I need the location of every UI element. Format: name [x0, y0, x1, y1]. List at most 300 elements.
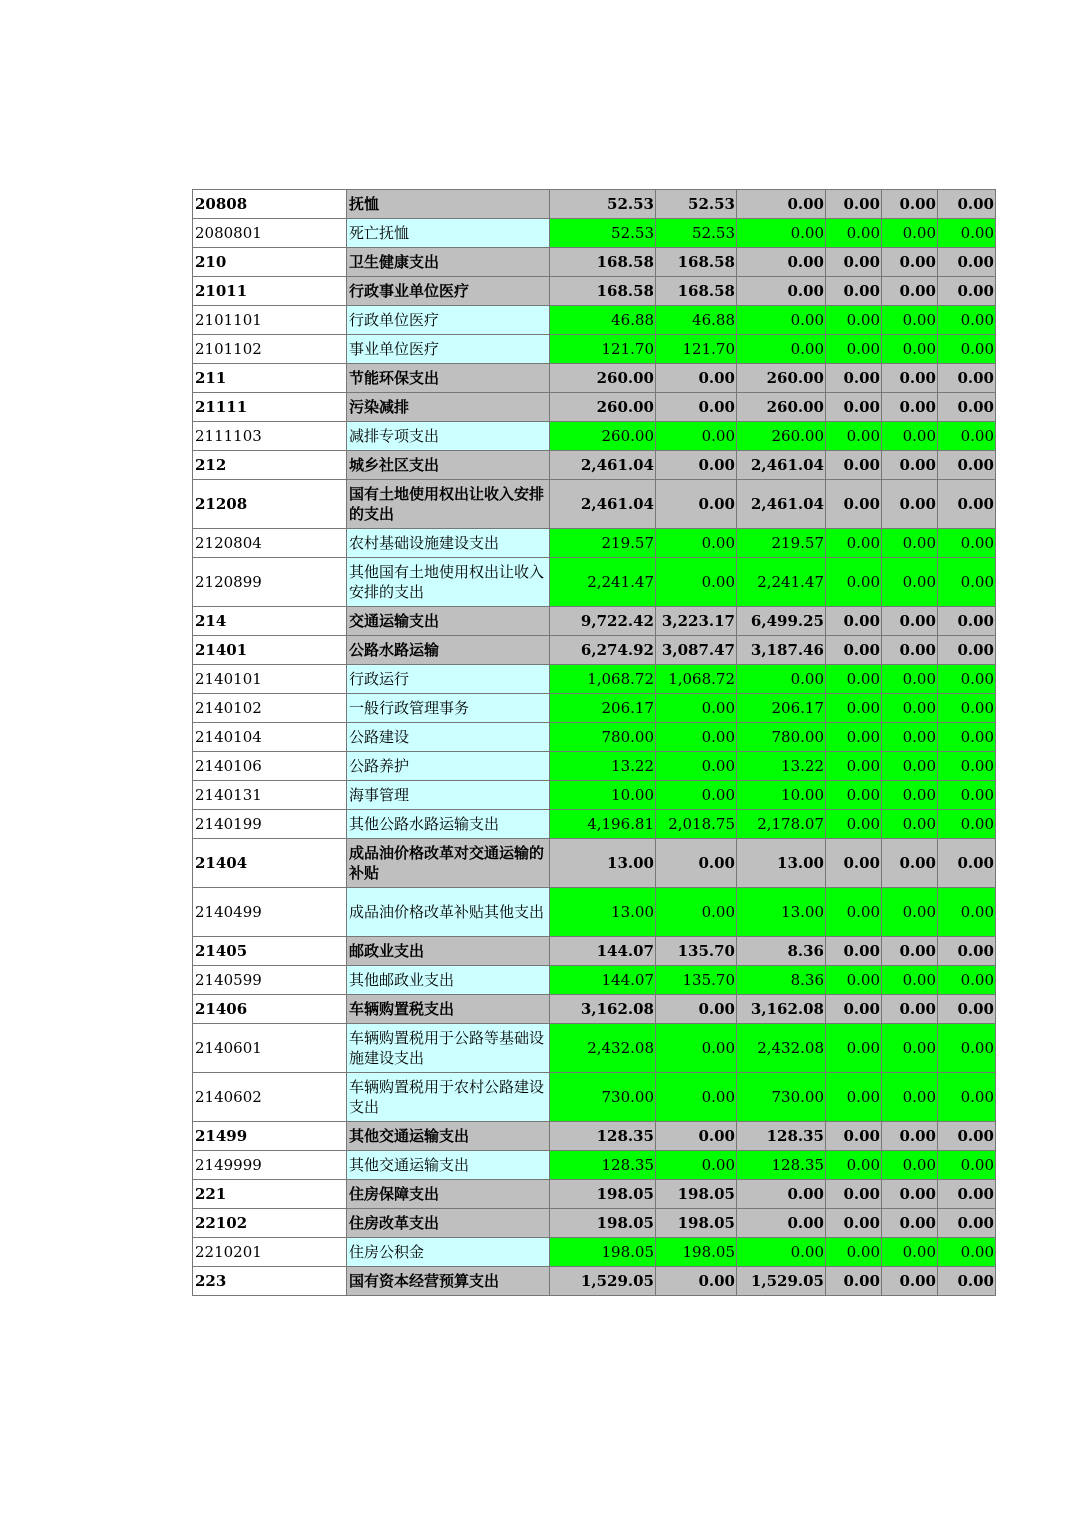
row-name: 海事管理: [347, 781, 550, 810]
amount-cell: 0.00: [882, 335, 938, 364]
row-name: 行政事业单位医疗: [347, 277, 550, 306]
amount-cell: 4,196.81: [550, 810, 656, 839]
row-code: 214: [193, 607, 347, 636]
amount-cell: 3,223.17: [656, 607, 737, 636]
amount-cell: 0.00: [938, 810, 996, 839]
amount-cell: 0.00: [737, 1238, 826, 1267]
row-code: 2111103: [193, 422, 347, 451]
amount-cell: 0.00: [737, 248, 826, 277]
row-name: 行政单位医疗: [347, 306, 550, 335]
category-row: [193, 995, 996, 1024]
row-code: 210: [193, 248, 347, 277]
amount-cell: 0.00: [882, 723, 938, 752]
row-code: 2101102: [193, 335, 347, 364]
amount-cell: 2,241.47: [550, 558, 656, 607]
amount-cell: 0.00: [938, 480, 996, 529]
amount-cell: 0.00: [826, 1073, 882, 1122]
amount-cell: 0.00: [882, 248, 938, 277]
amount-cell: 8.36: [737, 966, 826, 995]
row-code: 2120899: [193, 558, 347, 607]
item-row: [193, 888, 996, 937]
amount-cell: 13.22: [550, 752, 656, 781]
amount-cell: 730.00: [550, 1073, 656, 1122]
amount-cell: 0.00: [737, 219, 826, 248]
amount-cell: 0.00: [826, 888, 882, 937]
category-row: [193, 1209, 996, 1238]
row-name: 国有资本经营预算支出: [347, 1267, 550, 1296]
amount-cell: 52.53: [550, 219, 656, 248]
amount-cell: 0.00: [826, 781, 882, 810]
amount-cell: 0.00: [938, 1122, 996, 1151]
item-row: [193, 966, 996, 995]
amount-cell: 0.00: [882, 558, 938, 607]
amount-cell: 121.70: [550, 335, 656, 364]
amount-cell: 0.00: [737, 665, 826, 694]
amount-cell: 0.00: [826, 810, 882, 839]
amount-cell: 13.00: [550, 888, 656, 937]
row-code: 2140199: [193, 810, 347, 839]
amount-cell: 730.00: [737, 1073, 826, 1122]
row-name: 节能环保支出: [347, 364, 550, 393]
amount-cell: 0.00: [882, 364, 938, 393]
amount-cell: 780.00: [737, 723, 826, 752]
amount-cell: 13.22: [737, 752, 826, 781]
amount-cell: 0.00: [656, 1151, 737, 1180]
amount-cell: 0.00: [882, 752, 938, 781]
amount-cell: 0.00: [882, 1209, 938, 1238]
item-row: [193, 529, 996, 558]
amount-cell: 260.00: [737, 422, 826, 451]
amount-cell: 0.00: [826, 364, 882, 393]
row-code: 21406: [193, 995, 347, 1024]
amount-cell: 0.00: [938, 558, 996, 607]
row-name: 公路建设: [347, 723, 550, 752]
row-name: 住房改革支出: [347, 1209, 550, 1238]
item-row: [193, 558, 996, 607]
item-row: [193, 781, 996, 810]
category-row: [193, 451, 996, 480]
item-row: [193, 1238, 996, 1267]
row-name: 一般行政管理事务: [347, 694, 550, 723]
amount-cell: 198.05: [656, 1209, 737, 1238]
amount-cell: 0.00: [656, 364, 737, 393]
amount-cell: 0.00: [882, 1073, 938, 1122]
row-code: 211: [193, 364, 347, 393]
amount-cell: 0.00: [826, 219, 882, 248]
row-code: 2080801: [193, 219, 347, 248]
amount-cell: 198.05: [550, 1209, 656, 1238]
category-row: [193, 248, 996, 277]
amount-cell: 0.00: [882, 480, 938, 529]
amount-cell: 0.00: [938, 1209, 996, 1238]
amount-cell: 219.57: [550, 529, 656, 558]
row-name: 城乡社区支出: [347, 451, 550, 480]
amount-cell: 0.00: [938, 306, 996, 335]
amount-cell: 0.00: [826, 190, 882, 219]
amount-cell: 0.00: [656, 888, 737, 937]
amount-cell: 0.00: [938, 937, 996, 966]
amount-cell: 0.00: [882, 966, 938, 995]
amount-cell: 2,461.04: [737, 480, 826, 529]
amount-cell: 1,068.72: [656, 665, 737, 694]
amount-cell: 144.07: [550, 966, 656, 995]
category-row: [193, 636, 996, 665]
row-name: 其他国有土地使用权出让收入安排的支出: [347, 558, 550, 607]
amount-cell: 0.00: [737, 190, 826, 219]
amount-cell: 2,461.04: [737, 451, 826, 480]
item-row: [193, 1073, 996, 1122]
amount-cell: 0.00: [826, 665, 882, 694]
amount-cell: 0.00: [938, 393, 996, 422]
amount-cell: 0.00: [938, 422, 996, 451]
amount-cell: 3,162.08: [550, 995, 656, 1024]
category-row: [193, 1267, 996, 1296]
amount-cell: 0.00: [656, 694, 737, 723]
category-row: [193, 393, 996, 422]
amount-cell: 0.00: [737, 277, 826, 306]
category-row: [193, 937, 996, 966]
amount-cell: 0.00: [656, 558, 737, 607]
row-name: 污染减排: [347, 393, 550, 422]
amount-cell: 260.00: [550, 393, 656, 422]
amount-cell: 2,018.75: [656, 810, 737, 839]
amount-cell: 0.00: [656, 393, 737, 422]
category-row: [193, 607, 996, 636]
row-name: 成品油价格改革补贴其他支出: [347, 888, 550, 937]
amount-cell: 0.00: [938, 529, 996, 558]
amount-cell: 0.00: [826, 277, 882, 306]
amount-cell: 0.00: [882, 636, 938, 665]
amount-cell: 1,068.72: [550, 665, 656, 694]
amount-cell: 0.00: [882, 422, 938, 451]
item-row: [193, 335, 996, 364]
row-code: 2140102: [193, 694, 347, 723]
amount-cell: 8.36: [737, 937, 826, 966]
row-name: 交通运输支出: [347, 607, 550, 636]
row-name: 车辆购置税用于公路等基础设施建设支出: [347, 1024, 550, 1073]
amount-cell: 10.00: [737, 781, 826, 810]
amount-cell: 0.00: [938, 451, 996, 480]
row-code: 2210201: [193, 1238, 347, 1267]
amount-cell: 128.35: [737, 1122, 826, 1151]
amount-cell: 0.00: [656, 752, 737, 781]
amount-cell: 0.00: [882, 937, 938, 966]
amount-cell: 0.00: [882, 1180, 938, 1209]
amount-cell: 2,461.04: [550, 480, 656, 529]
amount-cell: 135.70: [656, 937, 737, 966]
amount-cell: 0.00: [938, 636, 996, 665]
row-name: 减排专项支出: [347, 422, 550, 451]
amount-cell: 0.00: [656, 529, 737, 558]
row-code: 21405: [193, 937, 347, 966]
amount-cell: 46.88: [550, 306, 656, 335]
amount-cell: 0.00: [826, 752, 882, 781]
amount-cell: 0.00: [938, 607, 996, 636]
amount-cell: 780.00: [550, 723, 656, 752]
amount-cell: 0.00: [826, 995, 882, 1024]
row-code: 22102: [193, 1209, 347, 1238]
row-code: 21499: [193, 1122, 347, 1151]
amount-cell: 206.17: [737, 694, 826, 723]
amount-cell: 168.58: [550, 277, 656, 306]
amount-cell: 168.58: [550, 248, 656, 277]
amount-cell: 0.00: [737, 1209, 826, 1238]
amount-cell: 9,722.42: [550, 607, 656, 636]
amount-cell: 0.00: [938, 781, 996, 810]
amount-cell: 0.00: [656, 1122, 737, 1151]
amount-cell: 0.00: [938, 694, 996, 723]
amount-cell: 128.35: [550, 1122, 656, 1151]
amount-cell: 0.00: [656, 723, 737, 752]
row-name: 行政运行: [347, 665, 550, 694]
row-name: 其他公路水路运输支出: [347, 810, 550, 839]
row-code: 21401: [193, 636, 347, 665]
amount-cell: 0.00: [826, 529, 882, 558]
amount-cell: 0.00: [882, 190, 938, 219]
row-code: 2140131: [193, 781, 347, 810]
amount-cell: 121.70: [656, 335, 737, 364]
row-name: 成品油价格改革对交通运输的补贴: [347, 839, 550, 888]
row-code: 20808: [193, 190, 347, 219]
amount-cell: 13.00: [550, 839, 656, 888]
amount-cell: 0.00: [882, 1024, 938, 1073]
amount-cell: 52.53: [656, 219, 737, 248]
amount-cell: 0.00: [938, 665, 996, 694]
amount-cell: 0.00: [938, 219, 996, 248]
row-code: 2140601: [193, 1024, 347, 1073]
item-row: [193, 752, 996, 781]
amount-cell: 260.00: [550, 422, 656, 451]
row-code: 21208: [193, 480, 347, 529]
amount-cell: 1,529.05: [737, 1267, 826, 1296]
item-row: [193, 306, 996, 335]
amount-cell: 0.00: [938, 248, 996, 277]
item-row: [193, 1024, 996, 1073]
amount-cell: 0.00: [938, 723, 996, 752]
amount-cell: 0.00: [656, 995, 737, 1024]
amount-cell: 0.00: [826, 1024, 882, 1073]
amount-cell: 0.00: [882, 393, 938, 422]
row-code: 2140101: [193, 665, 347, 694]
category-row: [193, 839, 996, 888]
amount-cell: 2,178.07: [737, 810, 826, 839]
amount-cell: 0.00: [938, 752, 996, 781]
amount-cell: 260.00: [550, 364, 656, 393]
amount-cell: 0.00: [882, 810, 938, 839]
amount-cell: 3,162.08: [737, 995, 826, 1024]
amount-cell: 6,274.92: [550, 636, 656, 665]
row-name: 死亡抚恤: [347, 219, 550, 248]
amount-cell: 0.00: [826, 723, 882, 752]
row-name: 住房保障支出: [347, 1180, 550, 1209]
amount-cell: 52.53: [550, 190, 656, 219]
amount-cell: 0.00: [826, 451, 882, 480]
category-row: [193, 1122, 996, 1151]
amount-cell: 0.00: [826, 1209, 882, 1238]
amount-cell: 0.00: [938, 1267, 996, 1296]
row-name: 车辆购置税支出: [347, 995, 550, 1024]
row-code: 212: [193, 451, 347, 480]
amount-cell: 0.00: [938, 277, 996, 306]
amount-cell: 0.00: [938, 1238, 996, 1267]
amount-cell: 0.00: [882, 1122, 938, 1151]
amount-cell: 2,241.47: [737, 558, 826, 607]
amount-cell: 168.58: [656, 248, 737, 277]
amount-cell: 0.00: [826, 1151, 882, 1180]
amount-cell: 0.00: [938, 335, 996, 364]
amount-cell: 0.00: [882, 219, 938, 248]
row-name: 抚恤: [347, 190, 550, 219]
amount-cell: 0.00: [826, 335, 882, 364]
amount-cell: 128.35: [737, 1151, 826, 1180]
amount-cell: 198.05: [656, 1180, 737, 1209]
amount-cell: 0.00: [938, 364, 996, 393]
amount-cell: 0.00: [656, 781, 737, 810]
item-row: [193, 422, 996, 451]
amount-cell: 0.00: [826, 480, 882, 529]
amount-cell: 0.00: [882, 995, 938, 1024]
row-code: 2140106: [193, 752, 347, 781]
amount-cell: 0.00: [656, 451, 737, 480]
row-name: 公路水路运输: [347, 636, 550, 665]
amount-cell: 0.00: [826, 1267, 882, 1296]
item-row: [193, 665, 996, 694]
amount-cell: 52.53: [656, 190, 737, 219]
row-code: 223: [193, 1267, 347, 1296]
amount-cell: 0.00: [826, 1238, 882, 1267]
item-row: [193, 723, 996, 752]
row-code: 2101101: [193, 306, 347, 335]
row-name: 事业单位医疗: [347, 335, 550, 364]
amount-cell: 0.00: [826, 607, 882, 636]
amount-cell: 2,432.08: [737, 1024, 826, 1073]
amount-cell: 0.00: [938, 839, 996, 888]
amount-cell: 0.00: [656, 480, 737, 529]
budget-table: [192, 189, 996, 1296]
amount-cell: 260.00: [737, 364, 826, 393]
row-name: 车辆购置税用于农村公路建设支出: [347, 1073, 550, 1122]
table-body: [193, 190, 996, 1296]
row-name: 其他交通运输支出: [347, 1122, 550, 1151]
amount-cell: 13.00: [737, 839, 826, 888]
row-name: 公路养护: [347, 752, 550, 781]
row-code: 21404: [193, 839, 347, 888]
amount-cell: 0.00: [737, 335, 826, 364]
amount-cell: 0.00: [938, 966, 996, 995]
amount-cell: 0.00: [882, 694, 938, 723]
amount-cell: 260.00: [737, 393, 826, 422]
amount-cell: 0.00: [938, 190, 996, 219]
row-name: 其他交通运输支出: [347, 1151, 550, 1180]
amount-cell: 0.00: [882, 1267, 938, 1296]
amount-cell: 0.00: [826, 839, 882, 888]
amount-cell: 0.00: [826, 393, 882, 422]
amount-cell: 0.00: [826, 1180, 882, 1209]
amount-cell: 2,461.04: [550, 451, 656, 480]
amount-cell: 3,087.47: [656, 636, 737, 665]
category-row: [193, 364, 996, 393]
amount-cell: 6,499.25: [737, 607, 826, 636]
amount-cell: 1,529.05: [550, 1267, 656, 1296]
row-name: 邮政业支出: [347, 937, 550, 966]
row-code: 21011: [193, 277, 347, 306]
amount-cell: 0.00: [826, 306, 882, 335]
amount-cell: 0.00: [882, 529, 938, 558]
amount-cell: 0.00: [882, 839, 938, 888]
item-row: [193, 219, 996, 248]
amount-cell: 198.05: [550, 1180, 656, 1209]
amount-cell: 46.88: [656, 306, 737, 335]
amount-cell: 0.00: [656, 839, 737, 888]
amount-cell: 0.00: [656, 1024, 737, 1073]
amount-cell: 206.17: [550, 694, 656, 723]
amount-cell: 0.00: [737, 1180, 826, 1209]
amount-cell: 0.00: [826, 558, 882, 607]
row-code: 2140499: [193, 888, 347, 937]
amount-cell: 0.00: [882, 1151, 938, 1180]
row-code: 2140602: [193, 1073, 347, 1122]
category-row: [193, 480, 996, 529]
row-code: 221: [193, 1180, 347, 1209]
item-row: [193, 1151, 996, 1180]
amount-cell: 0.00: [826, 636, 882, 665]
amount-cell: 0.00: [882, 781, 938, 810]
amount-cell: 0.00: [656, 422, 737, 451]
amount-cell: 0.00: [882, 306, 938, 335]
row-name: 农村基础设施建设支出: [347, 529, 550, 558]
amount-cell: 0.00: [882, 665, 938, 694]
amount-cell: 0.00: [882, 607, 938, 636]
amount-cell: 198.05: [656, 1238, 737, 1267]
amount-cell: 168.58: [656, 277, 737, 306]
amount-cell: 0.00: [938, 1024, 996, 1073]
amount-cell: 0.00: [737, 306, 826, 335]
row-name: 住房公积金: [347, 1238, 550, 1267]
amount-cell: 0.00: [938, 1073, 996, 1122]
amount-cell: 0.00: [826, 248, 882, 277]
item-row: [193, 810, 996, 839]
amount-cell: 10.00: [550, 781, 656, 810]
amount-cell: 0.00: [882, 451, 938, 480]
amount-cell: 219.57: [737, 529, 826, 558]
row-code: 2140599: [193, 966, 347, 995]
row-code: 2149999: [193, 1151, 347, 1180]
row-code: 2140104: [193, 723, 347, 752]
amount-cell: 0.00: [938, 995, 996, 1024]
category-row: [193, 277, 996, 306]
amount-cell: 3,187.46: [737, 636, 826, 665]
amount-cell: 13.00: [737, 888, 826, 937]
amount-cell: 135.70: [656, 966, 737, 995]
row-name: 其他邮政业支出: [347, 966, 550, 995]
amount-cell: 2,432.08: [550, 1024, 656, 1073]
row-name: 国有土地使用权出让收入安排的支出: [347, 480, 550, 529]
row-name: 卫生健康支出: [347, 248, 550, 277]
amount-cell: 0.00: [882, 1238, 938, 1267]
amount-cell: 128.35: [550, 1151, 656, 1180]
amount-cell: 198.05: [550, 1238, 656, 1267]
amount-cell: 0.00: [656, 1073, 737, 1122]
amount-cell: 0.00: [938, 1151, 996, 1180]
amount-cell: 0.00: [656, 1267, 737, 1296]
amount-cell: 0.00: [826, 694, 882, 723]
amount-cell: 0.00: [826, 966, 882, 995]
amount-cell: 144.07: [550, 937, 656, 966]
amount-cell: 0.00: [938, 888, 996, 937]
row-code: 21111: [193, 393, 347, 422]
amount-cell: 0.00: [826, 422, 882, 451]
amount-cell: 0.00: [882, 277, 938, 306]
